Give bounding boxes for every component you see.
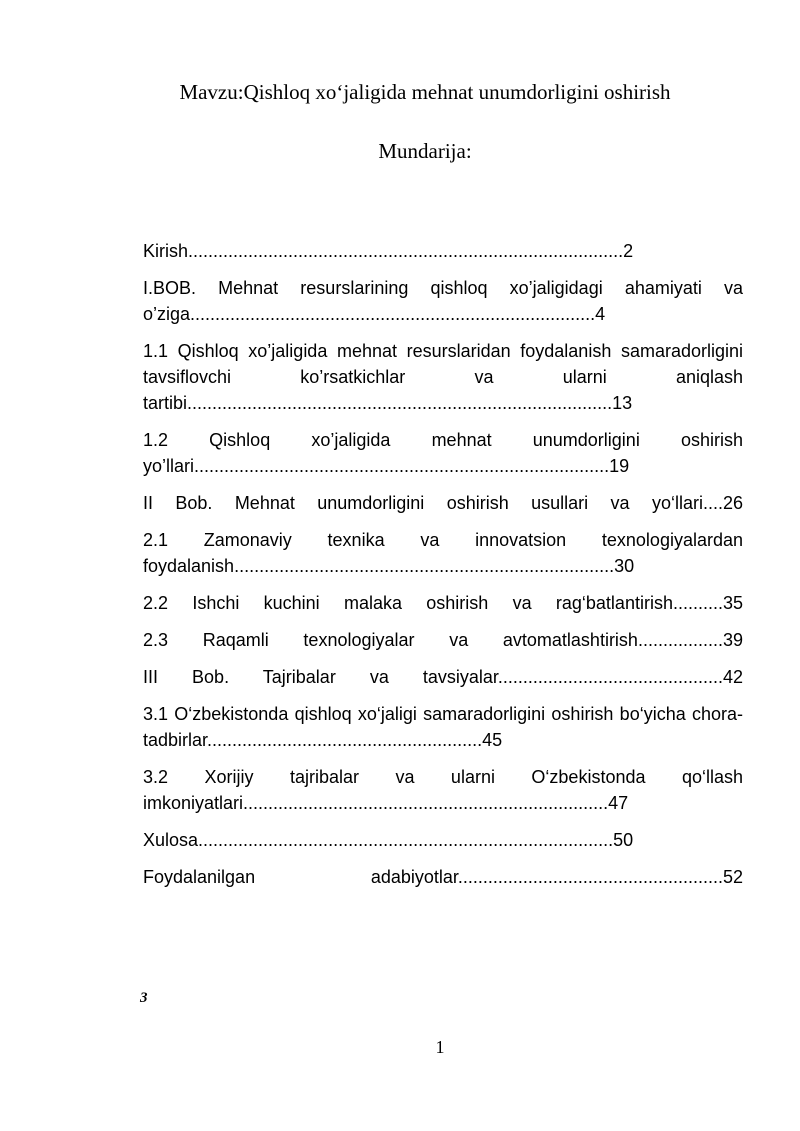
toc-entry-text: 2.1 Zamonaviy texnika va innovatsion texnologiyalardan foydalanish............................................................................ <box>143 530 743 576</box>
toc-entry <box>143 590 743 616</box>
toc-entry <box>143 701 743 753</box>
toc-entry <box>143 427 743 479</box>
toc-entry <box>143 275 743 327</box>
topic-title: Mavzu:Qishloq xo‘jaligida mehnat unumdorligini oshirish <box>179 80 671 104</box>
toc-entry-text: I.BOB. Mehnat resurslarining qishloq xo’jaligidagi ahamiyati va o’ziga................................................................................. <box>143 278 743 324</box>
toc-entry-page: 35 <box>722 593 743 613</box>
toc-entry-page: 13 <box>612 393 633 413</box>
toc-entry-text: 2.3 Raqamli texnologiyalar va avtomatlashtirish................. <box>143 630 723 650</box>
toc-entry <box>143 764 743 816</box>
toc-entry-page: 2 <box>623 241 634 261</box>
toc-entry-text: Xulosa................................................................................... <box>143 830 614 850</box>
toc-entry-text: Foydalanilgan adabiyotlar..................................................... <box>143 867 723 887</box>
toc-entry <box>143 527 743 579</box>
toc-entry-page: 39 <box>722 630 743 650</box>
toc-entry-page: 42 <box>722 667 743 687</box>
toc-entry-text: Kirish....................................................................................... <box>143 241 624 261</box>
toc-entry <box>143 238 743 264</box>
toc-entry <box>143 827 743 853</box>
toc-entry-text: 1.1 Qishloq xo’jaligida mehnat resurslaridan foydalanish samaradorligini tavsiflovchi ko’rsatkichlar va ularni aniqlash tartibi..................................................................................... <box>143 341 743 413</box>
toc-entry-text: 3.2 Xorijiy tajribalar va ularni O‘zbekistonda qo‘llash imkoniyatlari......................................................................... <box>143 767 743 813</box>
toc-entry-page: 45 <box>482 730 503 750</box>
toc-entry-text: II Bob. Mehnat unumdorligini oshirish usullari va yo‘llari.... <box>143 493 723 513</box>
toc-entry <box>143 338 743 416</box>
toc-entry-text: III Bob. Tajribalar va tavsiyalar............................................. <box>143 667 723 687</box>
toc-entry-text: 3.1 O‘zbekistonda qishloq xo‘jaligi samaradorligini oshirish bo‘yicha chora-tadbirlar....................................................... <box>143 704 743 750</box>
toc-entry-page: 52 <box>722 867 743 887</box>
contents-heading: Mundarija: <box>378 139 472 163</box>
table-of-contents <box>143 238 743 901</box>
toc-entry-page: 4 <box>595 304 606 324</box>
toc-entry-text: 1.2 Qishloq xo’jaligida mehnat unumdorligini oshirish yo’llari................................................................................... <box>143 430 743 476</box>
toc-entry-page: 50 <box>613 830 634 850</box>
toc-entry-page: 26 <box>722 493 743 513</box>
footnote-mark: 3 <box>140 990 148 1006</box>
toc-entry-page: 30 <box>614 556 635 576</box>
toc-entry-page: 19 <box>609 456 630 476</box>
toc-entry <box>143 664 743 690</box>
toc-entry-text: 2.2 Ishchi kuchini malaka oshirish va rag‘batlantirish.......... <box>143 593 723 613</box>
toc-entry <box>143 627 743 653</box>
toc-entry <box>143 864 743 890</box>
page-number: 1 <box>435 1037 445 1057</box>
toc-entry-page: 47 <box>608 793 629 813</box>
toc-entry <box>143 490 743 516</box>
